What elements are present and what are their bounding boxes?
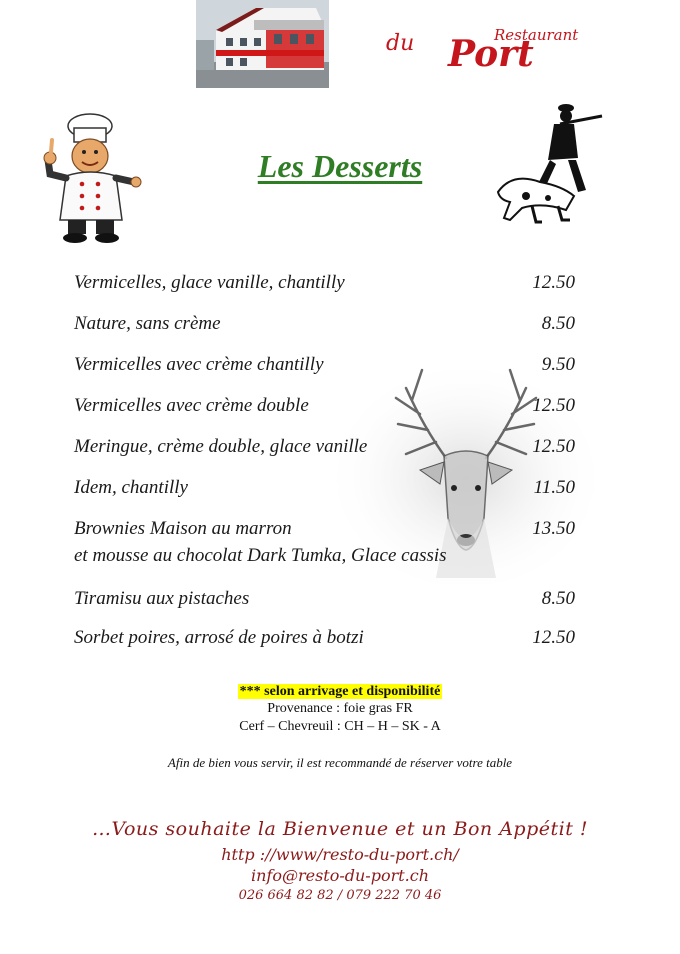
menu-item-name: Brownies Maison au marron [74,518,292,539]
logo-port-text: Port [448,33,534,72]
menu-item-name: Vermicelles, glace vanille, chantilly [74,272,345,293]
menu-item-price: 11.50 [533,477,575,498]
menu-item-price: 12.50 [532,272,575,293]
provenance-text: Provenance : foie gras FR [267,701,413,716]
menu-item-name: Sorbet poires, arrosé de poires à botzi [74,627,364,648]
phone-numbers: 026 664 82 82 / 079 222 70 46 [238,888,442,903]
page-title: Les Desserts [257,148,423,184]
menu-item-price: 8.50 [541,313,575,334]
hotel-photo [196,0,329,88]
menu-item-name: Vermicelles avec crème chantilly [74,354,324,375]
welcome-message: …Vous souhaite la Bienvenue et un Bon Appétit ! [91,818,589,840]
logo-du-text: du [386,31,415,56]
menu-item-name: Vermicelles avec crème double [74,395,309,416]
email-link[interactable]: info@resto-du-port.ch [250,866,430,885]
menu-item-price: 9.50 [541,354,575,375]
menu-item-price: 13.50 [532,518,575,539]
menu-item-name: Meringue, crème double, glace vanille [74,436,368,457]
menu-item-price: 8.50 [541,588,575,609]
menu-item-name: Idem, chantilly [74,477,188,498]
game-origin-text: Cerf – Chevreuil : CH – H – SK - A [239,719,441,734]
menu-item-name-continued: et mousse au chocolat Dark Tumka, Glace cassis [74,545,447,566]
availability-note [0,682,680,700]
logo-restaurant-text: Restaurant [494,26,579,44]
restaurant-logo [382,22,602,72]
menu-item-price: 12.50 [532,395,575,416]
reservation-note: Afin de bien vous servir, il est recommandé de réserver votre table [167,755,513,770]
menu-item-name: Nature, sans crème [74,313,221,334]
menu-item-price: 12.50 [532,436,575,457]
availability-note-text: *** selon arrivage et disponibilité [239,684,441,699]
menu-item-price: 12.50 [532,627,575,648]
menu-item-name: Tiramisu aux pistaches [74,588,250,609]
website-link[interactable]: http ://www/resto-du-port.ch/ [221,845,459,864]
